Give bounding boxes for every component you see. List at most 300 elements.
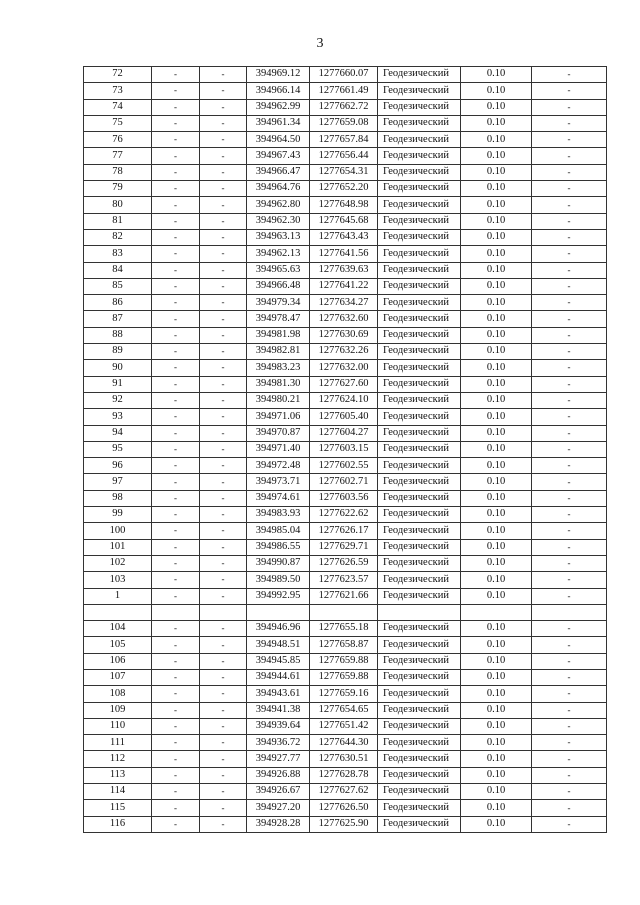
table-row xyxy=(84,229,607,245)
cell-blank-1: - xyxy=(152,376,200,392)
point-number-cell: 89 xyxy=(84,344,152,360)
cell-blank-2: - xyxy=(200,67,247,83)
method-cell: Геодезический xyxy=(378,246,461,262)
x-coordinate-cell: 394971.40 xyxy=(247,441,310,457)
x-coordinate-cell: 394962.13 xyxy=(247,246,310,262)
cell-blank-1: - xyxy=(152,458,200,474)
method-cell: Геодезический xyxy=(378,523,461,539)
method-cell: Геодезический xyxy=(378,295,461,311)
cell-blank-1: - xyxy=(152,555,200,571)
table-row xyxy=(84,327,607,343)
description-cell: - xyxy=(532,229,607,245)
method-cell: Геодезический xyxy=(378,344,461,360)
cell-blank-2: - xyxy=(200,621,247,637)
accuracy-cell: 0.10 xyxy=(461,83,532,99)
cell-blank-2: - xyxy=(200,83,247,99)
table-row xyxy=(84,588,607,604)
table-row xyxy=(84,295,607,311)
accuracy-cell: 0.10 xyxy=(461,637,532,653)
method-cell: Геодезический xyxy=(378,213,461,229)
y-coordinate-cell: 1277662.72 xyxy=(310,99,378,115)
description-cell: - xyxy=(532,99,607,115)
description-cell: - xyxy=(532,588,607,604)
point-number-cell: 73 xyxy=(84,83,152,99)
cell-blank-1: - xyxy=(152,767,200,783)
point-number-cell: 116 xyxy=(84,816,152,832)
accuracy-cell: 0.10 xyxy=(461,360,532,376)
accuracy-cell: 0.10 xyxy=(461,555,532,571)
accuracy-cell: 0.10 xyxy=(461,99,532,115)
y-coordinate-cell: 1277648.98 xyxy=(310,197,378,213)
y-coordinate-cell: 1277645.68 xyxy=(310,213,378,229)
cell-blank-1: - xyxy=(152,409,200,425)
method-cell: Геодезический xyxy=(378,669,461,685)
point-number-cell: 85 xyxy=(84,278,152,294)
cell-blank-1: - xyxy=(152,669,200,685)
table-row xyxy=(84,653,607,669)
description-cell: - xyxy=(532,572,607,588)
y-coordinate-cell: 1277628.78 xyxy=(310,767,378,783)
point-number-cell: 87 xyxy=(84,311,152,327)
description-cell: - xyxy=(532,702,607,718)
table-section-separator xyxy=(84,604,607,620)
accuracy-cell: 0.10 xyxy=(461,327,532,343)
x-coordinate-cell: 394979.34 xyxy=(247,295,310,311)
x-coordinate-cell: 394978.47 xyxy=(247,311,310,327)
cell-blank-2: - xyxy=(200,718,247,734)
x-coordinate-cell: 394980.21 xyxy=(247,392,310,408)
method-cell: Геодезический xyxy=(378,767,461,783)
description-cell: - xyxy=(532,181,607,197)
cell-blank-1: - xyxy=(152,653,200,669)
table-row xyxy=(84,425,607,441)
table-row xyxy=(84,718,607,734)
x-coordinate-cell: 394966.47 xyxy=(247,164,310,180)
cell-blank-2: - xyxy=(200,278,247,294)
method-cell: Геодезический xyxy=(378,474,461,490)
x-coordinate-cell: 394926.67 xyxy=(247,784,310,800)
method-cell: Геодезический xyxy=(378,311,461,327)
method-cell: Геодезический xyxy=(378,278,461,294)
method-cell: Геодезический xyxy=(378,67,461,83)
separator-row xyxy=(84,604,607,620)
method-cell: Геодезический xyxy=(378,735,461,751)
table-row xyxy=(84,376,607,392)
cell-blank-1: - xyxy=(152,507,200,523)
method-cell: Геодезический xyxy=(378,409,461,425)
description-cell: - xyxy=(532,800,607,816)
description-cell: - xyxy=(532,490,607,506)
x-coordinate-cell: 394989.50 xyxy=(247,572,310,588)
method-cell: Геодезический xyxy=(378,751,461,767)
x-coordinate-cell: 394992.95 xyxy=(247,588,310,604)
cell-blank-2: - xyxy=(200,507,247,523)
y-coordinate-cell: 1277652.20 xyxy=(310,181,378,197)
method-cell: Геодезический xyxy=(378,621,461,637)
point-number-cell: 110 xyxy=(84,718,152,734)
table-row xyxy=(84,686,607,702)
table-row xyxy=(84,555,607,571)
table-row xyxy=(84,735,607,751)
point-number-cell: 101 xyxy=(84,539,152,555)
accuracy-cell: 0.10 xyxy=(461,425,532,441)
cell-blank-2: - xyxy=(200,344,247,360)
x-coordinate-cell: 394962.80 xyxy=(247,197,310,213)
cell-blank-2: - xyxy=(200,669,247,685)
x-coordinate-cell: 394970.87 xyxy=(247,425,310,441)
accuracy-cell: 0.10 xyxy=(461,115,532,131)
cell-blank-1: - xyxy=(152,360,200,376)
accuracy-cell: 0.10 xyxy=(461,311,532,327)
table-row xyxy=(84,197,607,213)
table-row xyxy=(84,213,607,229)
method-cell: Геодезический xyxy=(378,588,461,604)
description-cell: - xyxy=(532,197,607,213)
description-cell: - xyxy=(532,784,607,800)
description-cell: - xyxy=(532,621,607,637)
y-coordinate-cell: 1277602.71 xyxy=(310,474,378,490)
x-coordinate-cell: 394928.28 xyxy=(247,816,310,832)
table-row xyxy=(84,702,607,718)
point-number-cell: 115 xyxy=(84,800,152,816)
method-cell: Геодезический xyxy=(378,572,461,588)
x-coordinate-cell: 394973.71 xyxy=(247,474,310,490)
cell-blank-1: - xyxy=(152,213,200,229)
description-cell: - xyxy=(532,246,607,262)
cell-blank-2: - xyxy=(200,800,247,816)
y-coordinate-cell: 1277656.44 xyxy=(310,148,378,164)
method-cell: Геодезический xyxy=(378,490,461,506)
x-coordinate-cell: 394927.20 xyxy=(247,800,310,816)
cell-blank-2: - xyxy=(200,164,247,180)
cell-blank-1: - xyxy=(152,83,200,99)
y-coordinate-cell: 1277658.87 xyxy=(310,637,378,653)
cell-blank-1: - xyxy=(152,621,200,637)
description-cell: - xyxy=(532,376,607,392)
point-number-cell: 82 xyxy=(84,229,152,245)
method-cell: Геодезический xyxy=(378,229,461,245)
cell-blank-2: - xyxy=(200,637,247,653)
cell-blank-2: - xyxy=(200,409,247,425)
accuracy-cell: 0.10 xyxy=(461,751,532,767)
cell-blank-2: - xyxy=(200,767,247,783)
x-coordinate-cell: 394926.88 xyxy=(247,767,310,783)
cell-blank-2: - xyxy=(200,441,247,457)
cell-blank-2: - xyxy=(200,262,247,278)
y-coordinate-cell: 1277659.88 xyxy=(310,653,378,669)
description-cell: - xyxy=(532,718,607,734)
cell-blank-2: - xyxy=(200,686,247,702)
table-row xyxy=(84,800,607,816)
accuracy-cell: 0.10 xyxy=(461,409,532,425)
table-row xyxy=(84,621,607,637)
y-coordinate-cell: 1277643.43 xyxy=(310,229,378,245)
y-coordinate-cell: 1277654.65 xyxy=(310,702,378,718)
description-cell: - xyxy=(532,360,607,376)
point-number-cell: 1 xyxy=(84,588,152,604)
method-cell: Геодезический xyxy=(378,702,461,718)
cell-blank-1: - xyxy=(152,490,200,506)
cell-blank-1: - xyxy=(152,295,200,311)
accuracy-cell: 0.10 xyxy=(461,686,532,702)
description-cell: - xyxy=(532,425,607,441)
accuracy-cell: 0.10 xyxy=(461,572,532,588)
cell-blank-2: - xyxy=(200,213,247,229)
accuracy-cell: 0.10 xyxy=(461,718,532,734)
cell-blank-1: - xyxy=(152,67,200,83)
cell-blank-1: - xyxy=(152,800,200,816)
point-number-cell: 113 xyxy=(84,767,152,783)
table-row xyxy=(84,83,607,99)
method-cell: Геодезический xyxy=(378,181,461,197)
x-coordinate-cell: 394948.51 xyxy=(247,637,310,653)
table-row xyxy=(84,539,607,555)
y-coordinate-cell: 1277603.56 xyxy=(310,490,378,506)
cell-blank-2: - xyxy=(200,197,247,213)
cell-blank-2: - xyxy=(200,735,247,751)
accuracy-cell: 0.10 xyxy=(461,539,532,555)
method-cell: Геодезический xyxy=(378,376,461,392)
table-row xyxy=(84,278,607,294)
cell-blank-1: - xyxy=(152,523,200,539)
point-number-cell: 84 xyxy=(84,262,152,278)
y-coordinate-cell: 1277639.63 xyxy=(310,262,378,278)
cell-blank-2: - xyxy=(200,132,247,148)
x-coordinate-cell: 394962.30 xyxy=(247,213,310,229)
y-coordinate-cell: 1277661.49 xyxy=(310,83,378,99)
y-coordinate-cell: 1277602.55 xyxy=(310,458,378,474)
cell-blank-1: - xyxy=(152,99,200,115)
table-row xyxy=(84,458,607,474)
method-cell: Геодезический xyxy=(378,555,461,571)
table-row xyxy=(84,816,607,832)
table-row xyxy=(84,181,607,197)
point-number-cell: 91 xyxy=(84,376,152,392)
description-cell: - xyxy=(532,409,607,425)
cell-blank-1: - xyxy=(152,816,200,832)
point-number-cell: 102 xyxy=(84,555,152,571)
description-cell: - xyxy=(532,67,607,83)
x-coordinate-cell: 394962.99 xyxy=(247,99,310,115)
point-number-cell: 88 xyxy=(84,327,152,343)
method-cell: Геодезический xyxy=(378,132,461,148)
cell-blank-2: - xyxy=(200,376,247,392)
description-cell: - xyxy=(532,132,607,148)
description-cell: - xyxy=(532,751,607,767)
cell-blank-1: - xyxy=(152,246,200,262)
x-coordinate-cell: 394943.61 xyxy=(247,686,310,702)
table-section-b xyxy=(84,621,607,833)
cell-blank-2: - xyxy=(200,181,247,197)
x-coordinate-cell: 394963.13 xyxy=(247,229,310,245)
table-row xyxy=(84,490,607,506)
cell-blank-2: - xyxy=(200,474,247,490)
description-cell: - xyxy=(532,441,607,457)
x-coordinate-cell: 394944.61 xyxy=(247,669,310,685)
y-coordinate-cell: 1277626.17 xyxy=(310,523,378,539)
cell-blank-2: - xyxy=(200,229,247,245)
x-coordinate-cell: 394936.72 xyxy=(247,735,310,751)
accuracy-cell: 0.10 xyxy=(461,702,532,718)
y-coordinate-cell: 1277605.40 xyxy=(310,409,378,425)
point-number-cell: 95 xyxy=(84,441,152,457)
method-cell: Геодезический xyxy=(378,148,461,164)
y-coordinate-cell: 1277627.62 xyxy=(310,784,378,800)
method-cell: Геодезический xyxy=(378,115,461,131)
description-cell: - xyxy=(532,653,607,669)
y-coordinate-cell: 1277641.56 xyxy=(310,246,378,262)
x-coordinate-cell: 394966.14 xyxy=(247,83,310,99)
y-coordinate-cell: 1277629.71 xyxy=(310,539,378,555)
point-number-cell: 80 xyxy=(84,197,152,213)
y-coordinate-cell: 1277630.69 xyxy=(310,327,378,343)
cell-blank-2: - xyxy=(200,751,247,767)
method-cell: Геодезический xyxy=(378,425,461,441)
x-coordinate-cell: 394964.76 xyxy=(247,181,310,197)
x-coordinate-cell: 394964.50 xyxy=(247,132,310,148)
cell-blank-1: - xyxy=(152,148,200,164)
cell-blank-2: - xyxy=(200,572,247,588)
point-number-cell: 79 xyxy=(84,181,152,197)
cell-blank-2: - xyxy=(200,653,247,669)
accuracy-cell: 0.10 xyxy=(461,295,532,311)
cell-blank-1: - xyxy=(152,441,200,457)
x-coordinate-cell: 394971.06 xyxy=(247,409,310,425)
y-coordinate-cell: 1277627.60 xyxy=(310,376,378,392)
cell-blank-2: - xyxy=(200,311,247,327)
page-number: 3 xyxy=(316,36,324,51)
cell-blank-2: - xyxy=(200,327,247,343)
cell-blank-1: - xyxy=(152,686,200,702)
table-row xyxy=(84,262,607,278)
y-coordinate-cell: 1277655.18 xyxy=(310,621,378,637)
y-coordinate-cell: 1277632.00 xyxy=(310,360,378,376)
description-cell: - xyxy=(532,392,607,408)
x-coordinate-cell: 394990.87 xyxy=(247,555,310,571)
x-coordinate-cell: 394974.61 xyxy=(247,490,310,506)
x-coordinate-cell: 394983.23 xyxy=(247,360,310,376)
table-row xyxy=(84,784,607,800)
description-cell: - xyxy=(532,83,607,99)
table-row xyxy=(84,409,607,425)
accuracy-cell: 0.10 xyxy=(461,588,532,604)
description-cell: - xyxy=(532,735,607,751)
point-number-cell: 111 xyxy=(84,735,152,751)
cell-blank-1: - xyxy=(152,637,200,653)
x-coordinate-cell: 394966.48 xyxy=(247,278,310,294)
description-cell: - xyxy=(532,213,607,229)
accuracy-cell: 0.10 xyxy=(461,735,532,751)
table-row xyxy=(84,637,607,653)
table-row xyxy=(84,99,607,115)
y-coordinate-cell: 1277632.26 xyxy=(310,344,378,360)
table-row xyxy=(84,115,607,131)
point-number-cell: 105 xyxy=(84,637,152,653)
table-row xyxy=(84,311,607,327)
cell-blank-1: - xyxy=(152,262,200,278)
cell-blank-2: - xyxy=(200,588,247,604)
x-coordinate-cell: 394967.43 xyxy=(247,148,310,164)
cell-blank-1: - xyxy=(152,735,200,751)
point-number-cell: 83 xyxy=(84,246,152,262)
x-coordinate-cell: 394982.81 xyxy=(247,344,310,360)
y-coordinate-cell: 1277603.15 xyxy=(310,441,378,457)
point-number-cell: 104 xyxy=(84,621,152,637)
cell-blank-1: - xyxy=(152,132,200,148)
cell-blank-2: - xyxy=(200,115,247,131)
point-number-cell: 78 xyxy=(84,164,152,180)
cell-blank-1: - xyxy=(152,784,200,800)
description-cell: - xyxy=(532,539,607,555)
table-row xyxy=(84,572,607,588)
cell-blank-2: - xyxy=(200,360,247,376)
accuracy-cell: 0.10 xyxy=(461,800,532,816)
description-cell: - xyxy=(532,327,607,343)
accuracy-cell: 0.10 xyxy=(461,767,532,783)
y-coordinate-cell: 1277651.42 xyxy=(310,718,378,734)
point-number-cell: 107 xyxy=(84,669,152,685)
point-number-cell: 75 xyxy=(84,115,152,131)
y-coordinate-cell: 1277660.07 xyxy=(310,67,378,83)
x-coordinate-cell: 394961.34 xyxy=(247,115,310,131)
x-coordinate-cell: 394983.93 xyxy=(247,507,310,523)
y-coordinate-cell: 1277644.30 xyxy=(310,735,378,751)
description-cell: - xyxy=(532,344,607,360)
y-coordinate-cell: 1277622.62 xyxy=(310,507,378,523)
y-coordinate-cell: 1277659.16 xyxy=(310,686,378,702)
point-number-cell: 100 xyxy=(84,523,152,539)
description-cell: - xyxy=(532,523,607,539)
y-coordinate-cell: 1277654.31 xyxy=(310,164,378,180)
table-row xyxy=(84,344,607,360)
accuracy-cell: 0.10 xyxy=(461,392,532,408)
accuracy-cell: 0.10 xyxy=(461,132,532,148)
cell-blank-1: - xyxy=(152,474,200,490)
method-cell: Геодезический xyxy=(378,360,461,376)
description-cell: - xyxy=(532,148,607,164)
y-coordinate-cell: 1277641.22 xyxy=(310,278,378,294)
method-cell: Геодезический xyxy=(378,441,461,457)
y-coordinate-cell: 1277630.51 xyxy=(310,751,378,767)
y-coordinate-cell: 1277624.10 xyxy=(310,392,378,408)
table-row xyxy=(84,474,607,490)
point-number-cell: 92 xyxy=(84,392,152,408)
x-coordinate-cell: 394969.12 xyxy=(247,67,310,83)
cell-blank-2: - xyxy=(200,523,247,539)
y-coordinate-cell: 1277626.50 xyxy=(310,800,378,816)
cell-blank-2: - xyxy=(200,148,247,164)
accuracy-cell: 0.10 xyxy=(461,148,532,164)
x-coordinate-cell: 394945.85 xyxy=(247,653,310,669)
table-row xyxy=(84,164,607,180)
description-cell: - xyxy=(532,295,607,311)
method-cell: Геодезический xyxy=(378,83,461,99)
table-row xyxy=(84,246,607,262)
cell-blank-1: - xyxy=(152,327,200,343)
table-row xyxy=(84,767,607,783)
accuracy-cell: 0.10 xyxy=(461,344,532,360)
point-number-cell: 109 xyxy=(84,702,152,718)
y-coordinate-cell: 1277632.60 xyxy=(310,311,378,327)
description-cell: - xyxy=(532,686,607,702)
point-number-cell: 81 xyxy=(84,213,152,229)
cell-blank-2: - xyxy=(200,702,247,718)
accuracy-cell: 0.10 xyxy=(461,621,532,637)
cell-blank-2: - xyxy=(200,784,247,800)
description-cell: - xyxy=(532,507,607,523)
point-number-cell: 77 xyxy=(84,148,152,164)
cell-blank-1: - xyxy=(152,164,200,180)
